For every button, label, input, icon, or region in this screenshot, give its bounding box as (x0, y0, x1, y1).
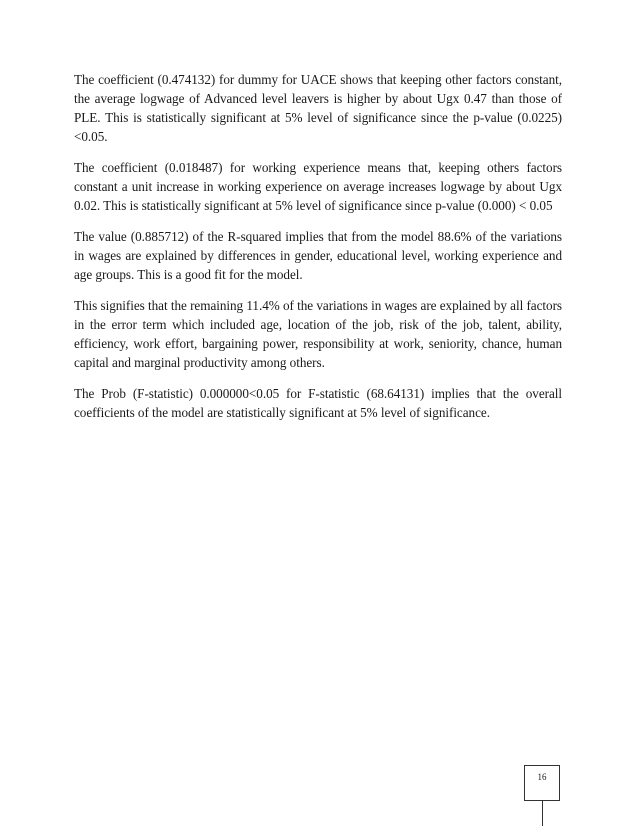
page-number-box (524, 765, 560, 801)
paragraph-remaining-variation: This signifies that the remaining 11.4% of the variations in wages are explained by all factors in the error term which included age, location of the job, risk of the job, talent, ability, efficiency, work effort, bargaining power, responsibility at work, seniority, chance, human capital and marginal productivity among others. (74, 298, 562, 370)
document-body (74, 70, 562, 434)
page-number-divider (542, 801, 543, 826)
paragraph-f-statistic: The Prob (F-statistic) 0.000000<0.05 for F-statistic (68.64131) implies that the overall coefficients of the model are statistically significant at 5% level of significance. (74, 386, 562, 420)
paragraph-uace-coefficient: The coefficient (0.474132) for dummy for UACE shows that keeping other factors constant, the average logwage of Advanced level leavers is higher by about Ugx 0.47 than those of PLE. This is statistically significant at 5% level of significance since the p-value (0.0225) <0.05. (74, 72, 562, 144)
paragraph-experience-coefficient: The coefficient (0.018487) for working experience means that, keeping others factors constant a unit increase in working experience on average increases logwage by about Ugx 0.02. This is statistically significant at 5% level of significance since p-value (0.000) < 0.05 (74, 160, 562, 213)
page-number: 16 (537, 772, 547, 782)
paragraph-r-squared: The value (0.885712) of the R-squared implies that from the model 88.6% of the variations in wages are explained by differences in gender, educational level, working experience and age groups. This is a good fit for the model. (74, 229, 562, 282)
